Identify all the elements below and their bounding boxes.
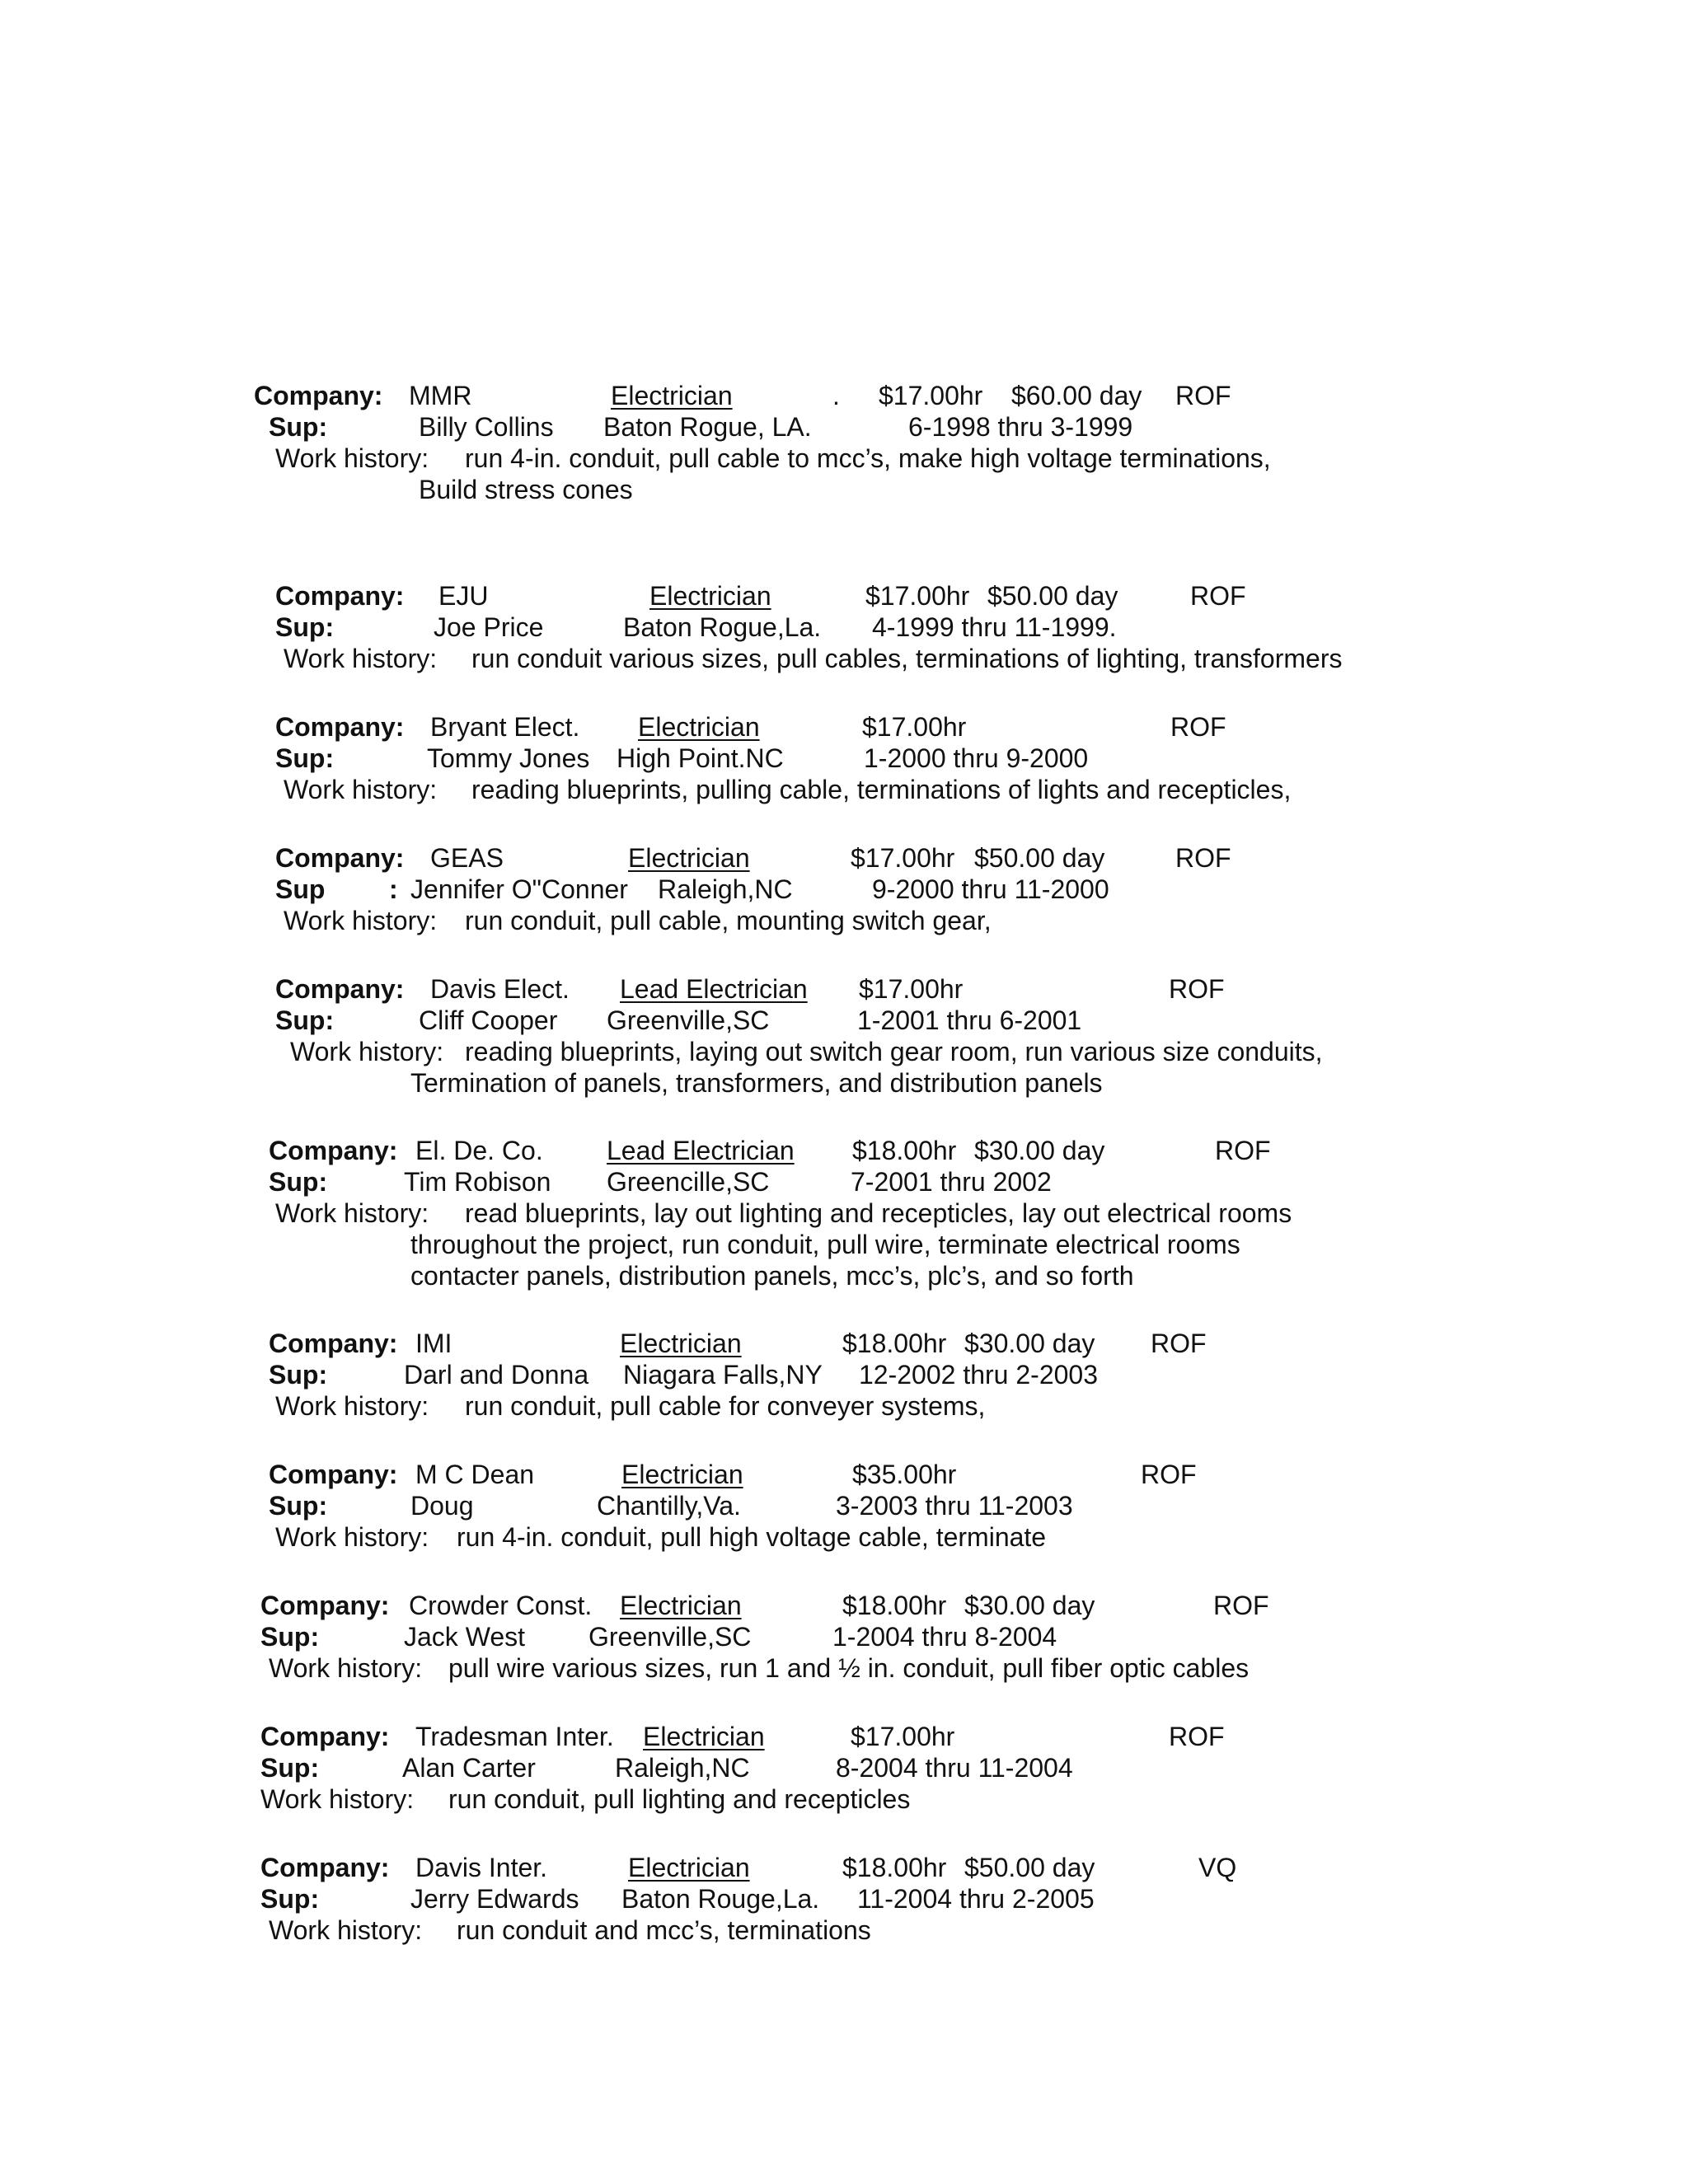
work-history-label: Work history: bbox=[275, 1198, 429, 1228]
supervisor-line bbox=[0, 611, 1688, 644]
job-location: Raleigh,NC bbox=[658, 874, 793, 904]
hourly-rate: $17.00hr bbox=[851, 843, 955, 873]
hourly-rate: $17.00hr bbox=[879, 381, 983, 410]
work-history-text: throughout the project, run conduit, pull wire, terminate electrical rooms bbox=[410, 1230, 1240, 1259]
supervisor-line bbox=[0, 1489, 1688, 1522]
status-code: VQ bbox=[1198, 1853, 1237, 1882]
hourly-rate: $18.00hr bbox=[842, 1329, 947, 1358]
work-history-line bbox=[0, 1390, 1688, 1422]
work-history-label: Work history: bbox=[284, 775, 438, 804]
company-line bbox=[0, 972, 1688, 1005]
supervisor-line bbox=[0, 1004, 1688, 1037]
per-diem: $30.00 day bbox=[974, 1136, 1105, 1165]
job-location: Greencille,SC bbox=[607, 1167, 770, 1197]
work-history-text: Build stress cones bbox=[419, 475, 633, 504]
job-title: Electrician bbox=[611, 381, 733, 410]
hourly-rate: $17.00hr bbox=[862, 712, 967, 742]
company-label: Company: bbox=[275, 974, 405, 1004]
supervisor-label: Sup: bbox=[269, 1360, 328, 1390]
work-history-label: Work history: bbox=[275, 443, 429, 473]
company-label: Company: bbox=[269, 1460, 398, 1489]
hourly-rate: $17.00hr bbox=[865, 581, 970, 611]
job-location: Chantilly,Va. bbox=[597, 1491, 741, 1521]
work-history-text: reading blueprints, laying out switch gear room, run various size conduits, bbox=[465, 1037, 1323, 1066]
job-title: Electrician bbox=[620, 1329, 742, 1358]
job-location: Baton Rogue,La. bbox=[623, 612, 822, 642]
work-history-label: Work history: bbox=[284, 906, 438, 935]
employment-dates: 6-1998 thru 3-1999 bbox=[908, 412, 1133, 442]
company-name: GEAS bbox=[430, 843, 504, 873]
per-diem: $30.00 day bbox=[964, 1329, 1095, 1358]
work-history-label: Work history: bbox=[275, 1522, 429, 1552]
company-line bbox=[0, 710, 1688, 743]
supervisor-line bbox=[0, 873, 1688, 906]
supervisor-label: Sup bbox=[275, 874, 326, 904]
status-code: ROF bbox=[1190, 581, 1246, 611]
company-line bbox=[0, 1327, 1688, 1360]
supervisor-name: Billy Collins bbox=[419, 412, 554, 442]
work-history-line bbox=[0, 773, 1688, 806]
hourly-rate: $18.00hr bbox=[842, 1853, 947, 1882]
company-name: MMR bbox=[409, 381, 472, 410]
company-line bbox=[0, 1134, 1688, 1167]
job-location: Niagara Falls,NY bbox=[623, 1360, 823, 1390]
separator-dot: . bbox=[832, 381, 840, 410]
supervisor-line bbox=[0, 410, 1688, 443]
company-line bbox=[0, 379, 1688, 412]
work-history-label: Work history: bbox=[284, 644, 438, 673]
work-history-text: run conduit, pull cable for conveyer systems, bbox=[465, 1391, 986, 1421]
supervisor-name: Tommy Jones bbox=[427, 743, 590, 773]
supervisor-name: Joe Price bbox=[434, 612, 544, 642]
company-line bbox=[0, 1851, 1688, 1884]
employment-dates: 12-2002 thru 2-2003 bbox=[859, 1360, 1098, 1390]
work-history-label: Work history: bbox=[269, 1653, 423, 1683]
hourly-rate: $18.00hr bbox=[842, 1591, 947, 1620]
work-history-text: run conduit, pull lighting and recepticles bbox=[448, 1784, 911, 1814]
company-line bbox=[0, 1589, 1688, 1622]
supervisor-name: Jerry Edwards bbox=[410, 1884, 579, 1914]
per-diem: $50.00 day bbox=[974, 843, 1105, 873]
employment-dates: 7-2001 thru 2002 bbox=[851, 1167, 1052, 1197]
supervisor-label: Sup: bbox=[260, 1753, 320, 1783]
job-title: Electrician bbox=[628, 843, 750, 873]
company-label: Company: bbox=[260, 1722, 390, 1751]
supervisor-name: Tim Robison bbox=[404, 1167, 551, 1197]
company-name: Davis Elect. bbox=[430, 974, 570, 1004]
company-name: Tradesman Inter. bbox=[415, 1722, 614, 1751]
supervisor-name: Jack West bbox=[404, 1622, 525, 1652]
supervisor-name: Alan Carter bbox=[402, 1753, 536, 1783]
company-name: El. De. Co. bbox=[415, 1136, 543, 1165]
work-history-line bbox=[0, 1652, 1688, 1685]
per-diem: $50.00 day bbox=[964, 1853, 1095, 1882]
work-history-line bbox=[0, 904, 1688, 937]
status-code: ROF bbox=[1141, 1460, 1197, 1489]
status-code: ROF bbox=[1151, 1329, 1207, 1358]
work-history-text: run 4-in. conduit, pull high voltage cable, terminate bbox=[457, 1522, 1047, 1552]
job-title: Electrician bbox=[643, 1722, 765, 1751]
status-code: ROF bbox=[1175, 843, 1231, 873]
company-line bbox=[0, 1720, 1688, 1753]
work-history-line bbox=[0, 1783, 1688, 1816]
supervisor-label: Sup: bbox=[260, 1884, 320, 1914]
company-name: M C Dean bbox=[415, 1460, 535, 1489]
work-history-text: contacter panels, distribution panels, mcc’s, plc’s, and so forth bbox=[410, 1261, 1134, 1291]
company-name: Crowder Const. bbox=[409, 1591, 593, 1620]
work-history-line bbox=[0, 1035, 1688, 1068]
job-title: Electrician bbox=[620, 1591, 742, 1620]
job-title: Electrician bbox=[649, 581, 771, 611]
company-name: IMI bbox=[415, 1329, 452, 1358]
company-label: Company: bbox=[275, 712, 405, 742]
work-history-text: read blueprints, lay out lighting and recepticles, lay out electrical rooms bbox=[465, 1198, 1292, 1228]
employment-dates: 9-2000 thru 11-2000 bbox=[872, 874, 1109, 904]
work-history-text: pull wire various sizes, run 1 and ½ in. conduit, pull fiber optic cables bbox=[448, 1653, 1250, 1683]
supervisor-label: Sup: bbox=[269, 1167, 328, 1197]
company-line bbox=[0, 579, 1688, 612]
work-history-label: Work history: bbox=[290, 1037, 444, 1066]
supervisor-label: Sup: bbox=[269, 412, 328, 442]
company-line bbox=[0, 841, 1688, 874]
supervisor-name: Jennifer O"Conner bbox=[410, 874, 628, 904]
per-diem: $30.00 day bbox=[964, 1591, 1095, 1620]
work-history-label: Work history: bbox=[275, 1391, 429, 1421]
per-diem: $60.00 day bbox=[1011, 381, 1142, 410]
supervisor-line bbox=[0, 1882, 1688, 1915]
employment-dates: 1-2004 thru 8-2004 bbox=[832, 1622, 1057, 1652]
work-history-line bbox=[0, 1228, 1688, 1261]
status-code: ROF bbox=[1215, 1136, 1271, 1165]
employment-dates: 3-2003 thru 11-2003 bbox=[836, 1491, 1073, 1521]
supervisor-label: Sup: bbox=[275, 1005, 335, 1035]
company-name: Davis Inter. bbox=[415, 1853, 548, 1882]
company-label: Company: bbox=[260, 1591, 390, 1620]
job-title: Electrician bbox=[621, 1460, 743, 1489]
work-history-text: run conduit, pull cable, mounting switch gear, bbox=[465, 906, 992, 935]
supervisor-line bbox=[0, 1620, 1688, 1653]
employment-dates: 1-2001 thru 6-2001 bbox=[857, 1005, 1082, 1035]
work-history-line bbox=[0, 642, 1688, 675]
work-history-line bbox=[0, 1066, 1688, 1099]
employment-dates: 8-2004 thru 11-2004 bbox=[836, 1753, 1073, 1783]
work-history-line bbox=[0, 442, 1688, 475]
company-label: Company: bbox=[254, 381, 383, 410]
status-code: ROF bbox=[1170, 712, 1226, 742]
supervisor-line bbox=[0, 1751, 1688, 1784]
hourly-rate: $17.00hr bbox=[859, 974, 964, 1004]
job-title: Lead Electrician bbox=[607, 1136, 795, 1165]
job-location: High Point.NC bbox=[617, 743, 784, 773]
hourly-rate: $35.00hr bbox=[852, 1460, 957, 1489]
work-history-text: run 4-in. conduit, pull cable to mcc’s, make high voltage terminations, bbox=[465, 443, 1271, 473]
work-history-text: Termination of panels, transformers, and distribution panels bbox=[410, 1068, 1103, 1098]
supervisor-label: Sup: bbox=[275, 743, 335, 773]
job-location: Baton Rogue, LA. bbox=[603, 412, 812, 442]
work-history-text: run conduit various sizes, pull cables, terminations of lighting, transformers bbox=[471, 644, 1343, 673]
job-title: Electrician bbox=[628, 1853, 750, 1882]
hourly-rate: $17.00hr bbox=[851, 1722, 955, 1751]
employment-dates: 4-1999 thru 11-1999. bbox=[872, 612, 1117, 642]
status-code: ROF bbox=[1169, 1722, 1225, 1751]
supervisor-name: Doug bbox=[410, 1491, 474, 1521]
supervisor-colon: : bbox=[389, 874, 398, 904]
company-label: Company: bbox=[260, 1853, 390, 1882]
work-history-text: reading blueprints, pulling cable, terminations of lights and recepticles, bbox=[471, 775, 1292, 804]
company-label: Company: bbox=[275, 843, 405, 873]
work-history-line bbox=[0, 473, 1688, 506]
employment-dates: 1-2000 thru 9-2000 bbox=[864, 743, 1089, 773]
hourly-rate: $18.00hr bbox=[852, 1136, 957, 1165]
status-code: ROF bbox=[1213, 1591, 1269, 1620]
work-history-label: Work history: bbox=[269, 1915, 423, 1945]
work-history-line bbox=[0, 1914, 1688, 1947]
company-name: Bryant Elect. bbox=[430, 712, 580, 742]
company-label: Company: bbox=[269, 1329, 398, 1358]
employment-dates: 11-2004 thru 2-2005 bbox=[857, 1884, 1095, 1914]
job-title: Electrician bbox=[638, 712, 760, 742]
supervisor-line bbox=[0, 742, 1688, 775]
supervisor-label: Sup: bbox=[260, 1622, 320, 1652]
job-location: Baton Rouge,La. bbox=[621, 1884, 820, 1914]
job-location: Raleigh,NC bbox=[615, 1753, 750, 1783]
per-diem: $50.00 day bbox=[987, 581, 1118, 611]
supervisor-label: Sup: bbox=[269, 1491, 328, 1521]
supervisor-name: Cliff Cooper bbox=[419, 1005, 558, 1035]
work-history-line bbox=[0, 1521, 1688, 1554]
work-history-line bbox=[0, 1197, 1688, 1230]
work-history-line bbox=[0, 1259, 1688, 1292]
job-location: Greenville,SC bbox=[607, 1005, 770, 1035]
company-label: Company: bbox=[269, 1136, 398, 1165]
work-history-label: Work history: bbox=[260, 1784, 415, 1814]
status-code: ROF bbox=[1175, 381, 1231, 410]
company-line bbox=[0, 1458, 1688, 1491]
supervisor-line bbox=[0, 1358, 1688, 1391]
job-location: Greenville,SC bbox=[588, 1622, 752, 1652]
supervisor-name: Darl and Donna bbox=[404, 1360, 589, 1390]
supervisor-label: Sup: bbox=[275, 612, 335, 642]
supervisor-line bbox=[0, 1165, 1688, 1198]
company-label: Company: bbox=[275, 581, 405, 611]
company-name: EJU bbox=[438, 581, 489, 611]
status-code: ROF bbox=[1169, 974, 1225, 1004]
job-title: Lead Electrician bbox=[620, 974, 808, 1004]
work-history-text: run conduit and mcc’s, terminations bbox=[457, 1915, 871, 1945]
